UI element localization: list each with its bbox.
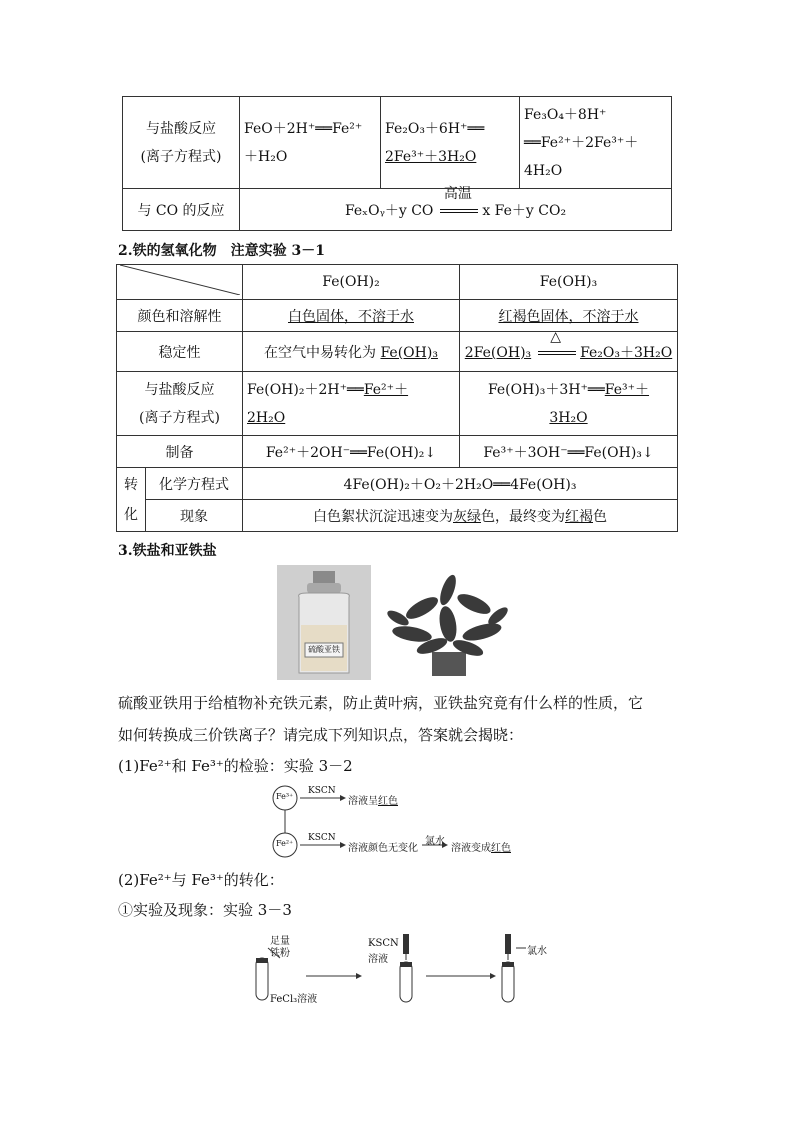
label-fecl3: FeCl₃溶液 bbox=[270, 994, 318, 1005]
row-label-acid: 与盐酸反应 (离子方程式) bbox=[123, 97, 240, 189]
label-prep: 制备 bbox=[117, 436, 243, 468]
co-condition: 高温 bbox=[443, 185, 472, 202]
fe3-circle-label: Fe³⁺ bbox=[276, 792, 294, 801]
phen-b: 灰绿 bbox=[453, 508, 481, 525]
row-label-co: 与 CO 的反应 bbox=[123, 189, 240, 231]
ferrous-sulfate-bottle-photo bbox=[277, 565, 371, 680]
label-iron-powder: 铁粉 bbox=[270, 948, 290, 959]
phen-d: 红褐 bbox=[565, 508, 593, 525]
intro-line-2: 如何转换成三价铁离子？请完成下列知识点，答案就会揭晓： bbox=[118, 726, 524, 744]
feoh2-color-text: 白色固体，不溶于水 bbox=[288, 308, 414, 325]
detection-diagram bbox=[270, 785, 530, 860]
phen-a: 白色絮状沉淀迅速变为 bbox=[313, 508, 453, 525]
diag-header bbox=[117, 265, 243, 300]
feoh2-acid-b: Fe²⁺＋ bbox=[363, 381, 409, 398]
result-1a: 溶液呈 bbox=[348, 796, 378, 807]
feoh2-acid-c: 2H₂O bbox=[247, 409, 286, 426]
fe2o3-acid-b: 2Fe³⁺＋3H₂O bbox=[385, 148, 477, 165]
feoh2-stab-a: 在空气中易转化为 bbox=[264, 344, 381, 361]
fe3o4-acid-b: ══Fe²⁺＋2Fe³⁺＋ bbox=[524, 134, 639, 151]
section-2-title: 2.铁的氢氧化物 注意实验 3－1 bbox=[118, 243, 325, 259]
question-1: (1)Fe²⁺和 Fe³⁺的检验：实验 3－2 bbox=[118, 757, 353, 775]
feoh3-stability bbox=[460, 328, 678, 372]
question-2: (2)Fe²⁺与 Fe³⁺的转化： bbox=[118, 871, 284, 889]
feoh3-prep: Fe³⁺＋3OH⁻══Fe(OH)₃↓ bbox=[460, 436, 678, 468]
result-2: 溶液颜色无变化 bbox=[348, 843, 418, 854]
label-color: 颜色和溶解性 bbox=[117, 300, 243, 332]
section-3-title: 3.铁盐和亚铁盐 bbox=[118, 543, 217, 559]
label-solution: 溶液 bbox=[368, 954, 388, 965]
co-left: FeₓOᵧ＋y CO bbox=[344, 202, 434, 219]
feoh2-color bbox=[243, 300, 460, 332]
experiment-diagram bbox=[250, 928, 550, 1008]
feoh2-acid bbox=[243, 372, 460, 436]
kscn-label-2: KSCN bbox=[308, 833, 336, 843]
co-reaction bbox=[240, 185, 672, 231]
question-3: ①实验及现象：实验 3－3 bbox=[118, 901, 292, 919]
conv-phenomenon bbox=[243, 500, 678, 532]
label-acid-2: 与盐酸反应 (离子方程式) bbox=[117, 372, 243, 436]
result-3a: 溶液变成 bbox=[451, 843, 491, 854]
label-chem-eq: 化学方程式 bbox=[146, 468, 243, 500]
kscn-label-1: KSCN bbox=[308, 786, 336, 796]
feoh3-acid-b: Fe³⁺＋ bbox=[604, 381, 650, 398]
fe2o3-acid-a: Fe₂O₃＋6H⁺══ bbox=[385, 120, 485, 137]
result-1b: 红色 bbox=[378, 796, 398, 807]
fe3o4-acid-c: 4H₂O bbox=[524, 162, 563, 179]
feoh2-stab-b: Fe(OH)₃ bbox=[380, 344, 438, 361]
heat-symbol: △ bbox=[550, 328, 561, 345]
fe2o3-acid bbox=[381, 97, 520, 189]
label-stability: 稳定性 bbox=[117, 332, 243, 372]
intro-line-1: 硫酸亚铁用于给植物补充铁元素，防止黄叶病，亚铁盐究竟有什么样的性质，它 bbox=[118, 694, 644, 712]
result-3 bbox=[451, 839, 511, 854]
feoh2-stability bbox=[243, 332, 460, 372]
label-kscn: KSCN bbox=[368, 938, 399, 949]
label-conversion: 转 化 bbox=[117, 468, 146, 532]
feoh2-prep: Fe²⁺＋2OH⁻══Fe(OH)₂↓ bbox=[243, 436, 460, 468]
header-feoh2: Fe(OH)₂ bbox=[243, 265, 460, 300]
label-sufficient: 足量 bbox=[270, 936, 290, 947]
phen-e: 色 bbox=[593, 508, 607, 525]
feoh3-acid-a: Fe(OH)₃＋3H⁺══ bbox=[487, 381, 605, 398]
label-chlorine-water: 氯水 bbox=[527, 946, 547, 957]
feoh3-color bbox=[460, 300, 678, 332]
feoh2-acid-a: Fe(OH)₂＋2H⁺══ bbox=[247, 381, 364, 398]
oxide-table bbox=[122, 96, 672, 231]
result-3b: 红色 bbox=[491, 843, 511, 854]
result-1 bbox=[348, 792, 398, 807]
phen-c: 色，最终变为 bbox=[481, 508, 565, 525]
co-right: x Fe＋y CO₂ bbox=[482, 202, 567, 219]
feoh3-acid bbox=[460, 372, 678, 436]
bottle-illustration bbox=[277, 565, 371, 680]
chlorine-water-label: 氯水 bbox=[425, 836, 445, 847]
diagonal-line bbox=[120, 265, 240, 295]
plant-photo bbox=[382, 568, 514, 680]
feo-acid: FeO＋2H⁺══Fe²⁺＋H₂O bbox=[240, 97, 381, 189]
conv-equation: 4Fe(OH)₂＋O₂＋2H₂O══4Fe(OH)₃ bbox=[243, 468, 678, 500]
feoh3-stab-b: Fe₂O₃＋3H₂O bbox=[580, 344, 673, 361]
bottle-label-text: 硫酸亚铁 bbox=[308, 645, 340, 654]
header-feoh3: Fe(OH)₃ bbox=[460, 265, 678, 300]
label-phenomenon: 现象 bbox=[146, 500, 243, 532]
feoh3-acid-c: 3H₂O bbox=[549, 409, 588, 426]
fe2-circle-label: Fe²⁺ bbox=[276, 839, 294, 848]
fe3o4-acid bbox=[520, 97, 672, 189]
feoh3-color-text: 红褐色固体，不溶于水 bbox=[498, 308, 639, 325]
fe3o4-acid-a: Fe₃O₄＋8H⁺ bbox=[524, 106, 607, 123]
feoh3-stab-a: 2Fe(OH)₃ bbox=[464, 344, 532, 361]
hydroxide-table bbox=[116, 264, 678, 532]
plant-illustration bbox=[382, 568, 514, 680]
